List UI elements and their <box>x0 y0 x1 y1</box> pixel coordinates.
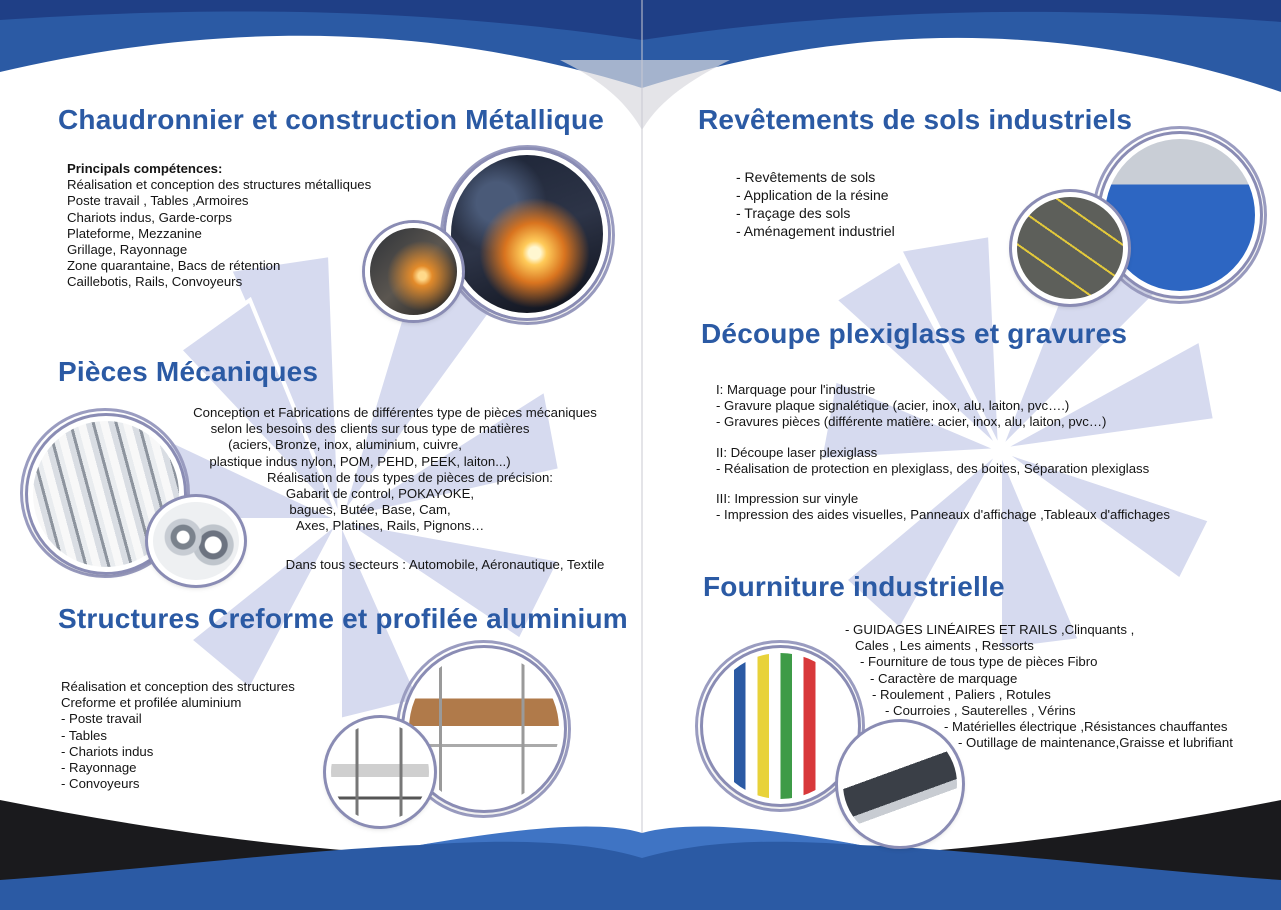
list-item: - Caractère de marquage <box>870 670 1018 686</box>
list-item: - Aménagement industriel <box>736 223 895 239</box>
list-item: - Impression des aides visuelles, Panneaux d'affichage ,Tableaux d'affichages <box>716 507 1170 523</box>
list-item: - Gravure plaque signalétique (acier, inox, alu, laiton, pvc….) <box>716 398 1070 414</box>
revetements-text <box>736 168 895 240</box>
list-item: - Traçage des sols <box>736 205 851 221</box>
list-item: - GUIDAGES LINÉAIRES ET RAILS ,Clinquants , <box>845 622 1135 637</box>
blue-resin-floor-photo <box>1100 134 1260 296</box>
title-revetements: Revêtements de sols industriels <box>698 104 1133 135</box>
list-item: Grillage, Rayonnage <box>67 242 188 258</box>
list-item: - Tables <box>61 727 107 743</box>
list-item: III: Impression sur vinyle <box>716 491 859 507</box>
list-item: - Matérielles électrique ,Résistances chauffantes <box>944 719 1228 735</box>
list-item: - Fourniture de tous type de pièces Fibro <box>860 654 1098 670</box>
list-item: bagues, Butée, Base, Cam, <box>289 502 451 518</box>
list-item: Réalisation et conception des structures <box>61 679 295 694</box>
list-item: - Outillage de maintenance,Graisse et lubrifiant <box>958 735 1233 751</box>
list-item: - Chariots indus <box>61 743 154 759</box>
list-item: Réalisation et conception des structures métalliques <box>67 177 372 193</box>
list-item: Axes, Platines, Rails, Pignons… <box>295 518 485 534</box>
list-item: - Roulement , Paliers , Rotules <box>872 686 1051 702</box>
list-item: Cales , Les aiments , Ressorts <box>855 638 1034 654</box>
chaudronnier-text <box>67 161 371 291</box>
title-decoupe: Découpe plexiglass et gravures <box>701 318 1128 349</box>
list-item: - Application de la résine <box>736 187 889 203</box>
list-item: Poste travail , Tables ,Armoires <box>67 193 249 209</box>
title-chaudronnier: Chaudronnier et construction Métallique <box>58 104 605 135</box>
structures-text <box>61 679 295 792</box>
list-item: II: Découpe laser plexiglass <box>716 444 878 460</box>
list-item: - Poste travail <box>61 711 142 727</box>
list-item: - Courroies , Sauterelles , Vérins <box>885 703 1076 719</box>
welding-photo <box>446 150 608 318</box>
title-pieces: Pièces Mécaniques <box>58 356 319 387</box>
list-item: - Réalisation de protection en plexiglass, des boites, Séparation plexiglass <box>716 460 1150 476</box>
list-item: Chariots indus, Garde-corps <box>67 209 232 225</box>
list-item: Caillebotis, Rails, Convoyeurs <box>67 274 243 290</box>
workstation-photo <box>326 718 434 826</box>
list-item: Zone quarantaine, Bacs de rétention <box>67 258 281 274</box>
coil-springs-photo <box>703 648 858 804</box>
list-item: - Gravures pièces (différente matière: acier, inox, alu, laiton, pvc…) <box>716 414 1107 430</box>
list-item: Réalisation de tous types de pièces de précision: <box>267 469 553 485</box>
list-item: plastique indus nylon, POM, PEHD, PEEK, laiton...) <box>209 453 511 469</box>
bearings-photo <box>148 497 244 585</box>
list-item: selon les besoins des clients sur tous type de matières <box>210 421 530 437</box>
list-item: Plateforme, Mezzanine <box>67 225 202 241</box>
list-item: Creforme et profilée aluminium <box>61 695 242 711</box>
list-item: - Revêtements de sols <box>736 169 876 185</box>
list-item: (aciers, Bronze, inox, aluminium, cuivre, <box>228 437 462 453</box>
list-item: - Rayonnage <box>61 760 137 776</box>
decoupe-text <box>716 382 1170 523</box>
linear-guide-photo <box>838 722 962 846</box>
list-item: Conception et Fabrications de différentes type de pièces mécaniques <box>193 405 597 420</box>
grinding-photo <box>365 223 462 320</box>
list-item: Gabarit de control, POKAYOKE, <box>285 486 475 502</box>
list-item: - Convoyeurs <box>61 776 140 792</box>
title-structures: Structures Creforme et profilée aluminium <box>58 603 628 634</box>
list-item: Dans tous secteurs : Automobile, Aéronautique, Textile <box>285 556 605 572</box>
floor-marking-photo <box>1012 192 1128 304</box>
list-item: I: Marquage pour l'industrie <box>716 382 876 397</box>
chaudronnier-heading: Principals compétences: <box>67 161 223 176</box>
title-fourniture: Fourniture industrielle <box>703 571 1005 602</box>
